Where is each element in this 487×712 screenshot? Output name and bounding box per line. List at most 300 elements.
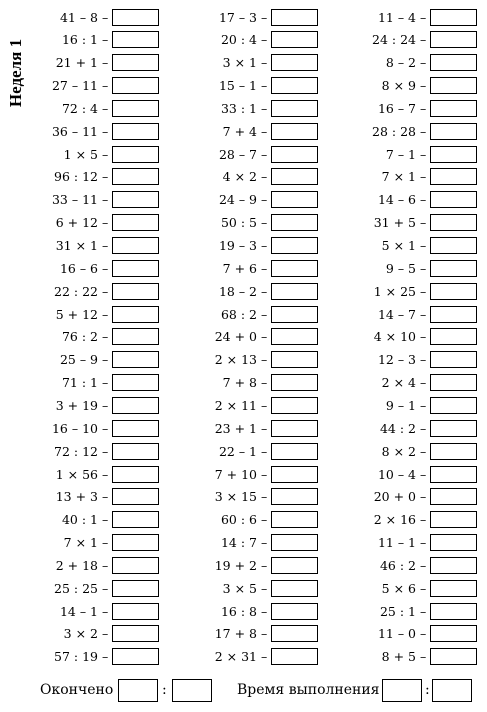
exercise-expression: 36 – 11 xyxy=(51,123,98,139)
exercise-dash: – xyxy=(102,352,109,368)
exercise-dash: – xyxy=(261,78,268,94)
exercise-row xyxy=(6,144,159,164)
time-colon: : xyxy=(425,682,430,698)
exercise-expression: 3 × 1 xyxy=(222,55,257,71)
exercise-expression: 8 × 2 xyxy=(381,443,416,459)
exercise-row xyxy=(165,624,318,644)
exercise-expression: 96 : 12 xyxy=(54,169,98,185)
exercise-dash: – xyxy=(420,557,427,573)
answer-box[interactable] xyxy=(430,351,477,368)
exercise-expression: 41 – 8 xyxy=(59,9,98,25)
exercise-row xyxy=(324,213,477,233)
answer-box[interactable] xyxy=(271,146,318,163)
answer-box[interactable] xyxy=(430,488,477,505)
exercise-expression: 71 : 1 xyxy=(61,375,98,391)
exercise-row xyxy=(165,510,318,530)
answer-box[interactable] xyxy=(430,328,477,345)
exercise-dash: – xyxy=(261,443,268,459)
answer-box[interactable] xyxy=(112,397,159,414)
exercise-dash: – xyxy=(102,123,109,139)
exercise-dash: – xyxy=(261,352,268,368)
answer-box[interactable] xyxy=(112,283,159,300)
exercise-dash: – xyxy=(420,466,427,482)
exercise-dash: – xyxy=(102,443,109,459)
exercise-dash: – xyxy=(420,420,427,436)
exercise-expression: 5 × 1 xyxy=(381,238,416,253)
exercise-row xyxy=(165,350,318,370)
answer-box[interactable] xyxy=(112,191,159,208)
answer-box[interactable] xyxy=(430,237,477,254)
exercise-row xyxy=(6,258,159,278)
answer-box[interactable] xyxy=(112,306,159,323)
exercise-dash: – xyxy=(420,78,427,94)
exercise-dash: – xyxy=(102,9,109,25)
answer-box[interactable] xyxy=(112,580,159,597)
answer-box[interactable] xyxy=(430,9,477,26)
answer-box[interactable] xyxy=(271,237,318,254)
exercise-row xyxy=(165,464,318,484)
exercise-expression: 8 – 2 xyxy=(385,55,416,71)
answer-box[interactable] xyxy=(271,420,318,437)
exercise-dash: – xyxy=(102,78,109,94)
exercise-row xyxy=(324,327,477,347)
exercise-expression: 7 + 6 xyxy=(222,260,257,276)
exercise-row xyxy=(6,464,159,484)
exercise-dash: – xyxy=(261,375,268,391)
answer-box[interactable] xyxy=(271,374,318,391)
exercise-dash: – xyxy=(420,352,427,368)
exercise-expression: 14 : 7 xyxy=(220,535,257,551)
exercise-expression: 46 : 2 xyxy=(379,557,416,573)
exercise-row xyxy=(324,7,477,27)
exercise-dash: – xyxy=(102,192,109,208)
time-minutes-box[interactable] xyxy=(382,679,422,702)
exercise-row xyxy=(6,53,159,73)
answer-box[interactable] xyxy=(430,306,477,323)
exercise-expression: 9 – 1 xyxy=(385,397,416,413)
exercise-dash: – xyxy=(420,192,427,208)
exercise-expression: 25 : 1 xyxy=(379,603,416,619)
exercise-expression: 2 × 11 xyxy=(214,397,257,413)
exercise-expression: 40 : 1 xyxy=(61,512,98,528)
exercise-expression: 2 × 31 xyxy=(214,649,257,665)
answer-box[interactable] xyxy=(112,77,159,94)
answer-box[interactable] xyxy=(430,283,477,300)
exercise-expression: 3 + 19 xyxy=(55,397,98,413)
exercise-dash: – xyxy=(420,535,427,551)
exercise-dash: – xyxy=(420,123,427,139)
exercise-dash: – xyxy=(420,146,427,162)
exercise-dash: – xyxy=(102,489,109,505)
answer-box[interactable] xyxy=(430,77,477,94)
exercise-dash: – xyxy=(420,55,427,71)
answer-box[interactable] xyxy=(271,168,318,185)
answer-box[interactable] xyxy=(430,534,477,551)
answer-box[interactable] xyxy=(271,466,318,483)
exercise-dash: – xyxy=(261,397,268,413)
answer-box[interactable] xyxy=(430,31,477,48)
week-label-text: Неделя 1 xyxy=(6,38,25,108)
exercise-expression: 2 × 4 xyxy=(381,375,416,391)
exercise-expression: 11 – 0 xyxy=(377,626,416,642)
answer-box[interactable] xyxy=(430,54,477,71)
exercise-expression: 28 : 28 xyxy=(372,123,416,139)
finished-seconds-box[interactable] xyxy=(172,679,212,702)
exercise-dash: – xyxy=(261,512,268,528)
exercise-row xyxy=(165,236,318,256)
answer-box[interactable] xyxy=(271,443,318,460)
exercise-expression: 57 : 19 xyxy=(54,649,98,665)
exercise-dash: – xyxy=(420,306,427,322)
exercise-expression: 24 + 0 xyxy=(214,329,257,345)
answer-box[interactable] xyxy=(112,328,159,345)
exercise-expression: 68 : 2 xyxy=(220,306,257,322)
answer-box[interactable] xyxy=(430,146,477,163)
exercise-row xyxy=(6,647,159,667)
exercise-expression: 15 – 1 xyxy=(218,78,257,94)
exercise-dash: – xyxy=(102,283,109,299)
exercise-expression: 4 × 10 xyxy=(373,329,416,345)
exercise-expression: 27 – 11 xyxy=(51,78,98,94)
answer-box[interactable] xyxy=(112,557,159,574)
answer-box[interactable] xyxy=(430,580,477,597)
exercise-expression: 25 – 9 xyxy=(59,352,98,368)
exercise-expression: 6 + 12 xyxy=(55,215,98,231)
answer-box[interactable] xyxy=(271,351,318,368)
exercise-expression: 7 + 8 xyxy=(222,375,257,391)
answer-box[interactable] xyxy=(112,260,159,277)
answer-box[interactable] xyxy=(271,328,318,345)
exercise-row xyxy=(324,144,477,164)
exercise-expression: 5 + 12 xyxy=(55,306,98,322)
answer-box[interactable] xyxy=(112,443,159,460)
exercise-dash: – xyxy=(420,489,427,505)
exercise-dash: – xyxy=(102,375,109,391)
answer-box[interactable] xyxy=(271,625,318,642)
answer-box[interactable] xyxy=(112,146,159,163)
answer-box[interactable] xyxy=(430,168,477,185)
exercise-row xyxy=(165,281,318,301)
answer-box[interactable] xyxy=(430,191,477,208)
answer-box[interactable] xyxy=(112,100,159,117)
exercise-expression: 11 – 1 xyxy=(377,535,416,551)
answer-box[interactable] xyxy=(271,488,318,505)
answer-box[interactable] xyxy=(430,397,477,414)
answer-box[interactable] xyxy=(112,123,159,140)
exercise-row xyxy=(6,167,159,187)
finished-label: Окончено xyxy=(40,682,114,698)
exercise-dash: – xyxy=(261,535,268,551)
answer-box[interactable] xyxy=(112,168,159,185)
answer-box[interactable] xyxy=(271,511,318,528)
exercise-dash: – xyxy=(420,260,427,276)
answer-box[interactable] xyxy=(271,397,318,414)
answer-box[interactable] xyxy=(112,214,159,231)
exercise-row xyxy=(324,373,477,393)
answer-box[interactable] xyxy=(430,100,477,117)
exercise-dash: – xyxy=(261,215,268,231)
exercise-expression: 16 – 7 xyxy=(377,100,416,116)
answer-box[interactable] xyxy=(271,9,318,26)
exercise-row xyxy=(165,647,318,667)
exercise-dash: – xyxy=(420,649,427,665)
answer-box[interactable] xyxy=(430,260,477,277)
exercise-expression: 4 × 2 xyxy=(222,169,257,185)
exercise-row xyxy=(324,121,477,141)
answer-box[interactable] xyxy=(430,603,477,620)
exercise-dash: – xyxy=(261,283,268,299)
answer-box[interactable] xyxy=(271,648,318,665)
exercise-expression: 12 – 3 xyxy=(377,352,416,368)
exercise-dash: – xyxy=(102,146,109,162)
exercise-row xyxy=(6,281,159,301)
finished-minutes-box[interactable] xyxy=(118,679,158,702)
exercise-row xyxy=(324,601,477,621)
exercise-expression: 16 – 6 xyxy=(59,260,98,276)
exercise-expression: 21 + 1 xyxy=(55,55,98,71)
answer-box[interactable] xyxy=(271,214,318,231)
exercise-dash: – xyxy=(261,32,268,48)
exercise-row xyxy=(6,190,159,210)
exercise-expression: 17 + 8 xyxy=(214,626,257,642)
exercise-row xyxy=(165,441,318,461)
exercise-row xyxy=(324,281,477,301)
exercise-dash: – xyxy=(102,100,109,116)
exercise-dash: – xyxy=(261,466,268,482)
exercise-expression: 14 – 7 xyxy=(377,306,416,322)
answer-box[interactable] xyxy=(430,557,477,574)
answer-box[interactable] xyxy=(271,31,318,48)
answer-box[interactable] xyxy=(271,191,318,208)
exercise-row xyxy=(6,578,159,598)
exercise-dash: – xyxy=(102,557,109,573)
exercise-dash: – xyxy=(420,283,427,299)
time-seconds-box[interactable] xyxy=(432,679,472,702)
exercise-row xyxy=(165,190,318,210)
answer-box[interactable] xyxy=(112,511,159,528)
exercise-dash: – xyxy=(420,215,427,231)
answer-box[interactable] xyxy=(271,283,318,300)
answer-box[interactable] xyxy=(271,123,318,140)
answer-box[interactable] xyxy=(112,31,159,48)
exercise-row xyxy=(165,53,318,73)
exercise-expression: 3 × 5 xyxy=(222,580,257,596)
time-label: Время выполнения xyxy=(237,682,380,698)
exercise-expression: 60 : 6 xyxy=(220,512,257,528)
answer-box[interactable] xyxy=(112,648,159,665)
exercise-row xyxy=(324,418,477,438)
exercise-expression: 16 : 8 xyxy=(220,603,257,619)
exercise-row xyxy=(165,395,318,415)
answer-box[interactable] xyxy=(430,443,477,460)
exercise-row xyxy=(6,121,159,141)
exercise-expression: 23 + 1 xyxy=(214,420,257,436)
exercise-row xyxy=(324,395,477,415)
exercise-dash: – xyxy=(261,580,268,596)
exercise-dash: – xyxy=(102,55,109,71)
exercise-dash: – xyxy=(420,169,427,185)
answer-box[interactable] xyxy=(430,648,477,665)
answer-box[interactable] xyxy=(430,123,477,140)
exercise-row xyxy=(324,487,477,507)
exercise-row xyxy=(324,441,477,461)
exercise-row xyxy=(165,167,318,187)
exercise-expression: 20 : 4 xyxy=(220,32,257,48)
answer-box[interactable] xyxy=(271,557,318,574)
answer-box[interactable] xyxy=(112,534,159,551)
exercise-row xyxy=(324,464,477,484)
exercise-row xyxy=(324,98,477,118)
answer-box[interactable] xyxy=(112,625,159,642)
exercise-row xyxy=(165,555,318,575)
answer-box[interactable] xyxy=(271,77,318,94)
exercise-dash: – xyxy=(261,626,268,642)
exercise-row xyxy=(324,53,477,73)
exercise-dash: – xyxy=(420,375,427,391)
exercise-expression: 31 + 5 xyxy=(373,215,416,231)
exercise-dash: – xyxy=(261,603,268,619)
answer-box[interactable] xyxy=(430,214,477,231)
exercise-expression: 8 + 5 xyxy=(381,649,416,665)
exercise-dash: – xyxy=(102,535,109,551)
exercise-row xyxy=(324,350,477,370)
exercise-row xyxy=(6,395,159,415)
answer-box[interactable] xyxy=(112,374,159,391)
exercise-dash: – xyxy=(261,649,268,665)
exercise-expression: 7 + 4 xyxy=(222,123,257,139)
exercise-expression: 3 × 15 xyxy=(214,489,257,505)
exercise-dash: – xyxy=(102,466,109,482)
exercise-dash: – xyxy=(420,238,427,253)
exercise-row xyxy=(6,624,159,644)
exercise-expression: 3 × 2 xyxy=(63,626,98,642)
exercise-row xyxy=(6,236,159,256)
exercise-row xyxy=(165,373,318,393)
answer-box[interactable] xyxy=(271,580,318,597)
exercise-dash: – xyxy=(261,329,268,345)
answer-box[interactable] xyxy=(271,534,318,551)
exercise-expression: 33 : 1 xyxy=(220,100,257,116)
exercise-dash: – xyxy=(261,100,268,116)
exercise-row xyxy=(165,258,318,278)
answer-box[interactable] xyxy=(271,54,318,71)
exercise-expression: 7 × 1 xyxy=(381,169,416,185)
footer xyxy=(0,679,487,705)
exercise-dash: – xyxy=(261,169,268,185)
exercise-dash: – xyxy=(261,238,268,253)
exercise-row xyxy=(324,258,477,278)
exercise-row xyxy=(324,624,477,644)
exercise-dash: – xyxy=(102,626,109,642)
exercise-row xyxy=(165,121,318,141)
exercise-expression: 31 × 1 xyxy=(55,238,98,253)
exercise-dash: – xyxy=(102,512,109,528)
answer-box[interactable] xyxy=(430,625,477,642)
exercise-row xyxy=(6,327,159,347)
answer-box[interactable] xyxy=(271,100,318,117)
exercise-expression: 33 – 11 xyxy=(51,192,98,208)
exercise-dash: – xyxy=(420,580,427,596)
exercise-dash: – xyxy=(102,420,109,436)
answer-box[interactable] xyxy=(271,306,318,323)
exercise-dash: – xyxy=(261,55,268,71)
exercise-expression: 72 : 4 xyxy=(61,100,98,116)
answer-box[interactable] xyxy=(430,466,477,483)
answer-box[interactable] xyxy=(430,374,477,391)
exercise-row xyxy=(6,7,159,27)
exercise-dash: – xyxy=(102,329,109,345)
exercise-row xyxy=(165,98,318,118)
answer-box[interactable] xyxy=(112,420,159,437)
exercise-expression: 50 : 5 xyxy=(220,215,257,231)
exercise-dash: – xyxy=(261,123,268,139)
answer-box[interactable] xyxy=(112,466,159,483)
exercise-row xyxy=(324,647,477,667)
exercise-dash: – xyxy=(102,603,109,619)
exercise-row xyxy=(6,418,159,438)
exercise-dash: – xyxy=(102,169,109,185)
answer-box[interactable] xyxy=(271,260,318,277)
exercise-row xyxy=(6,30,159,50)
exercise-row xyxy=(165,533,318,553)
exercise-expression: 25 : 25 xyxy=(54,580,98,596)
answer-box[interactable] xyxy=(112,488,159,505)
exercise-expression: 7 + 10 xyxy=(214,466,257,482)
exercise-expression: 7 × 1 xyxy=(63,535,98,551)
answer-box[interactable] xyxy=(112,351,159,368)
answer-box[interactable] xyxy=(430,511,477,528)
exercise-dash: – xyxy=(261,489,268,505)
exercise-dash: – xyxy=(102,306,109,322)
exercise-expression: 8 × 9 xyxy=(381,78,416,94)
exercise-dash: – xyxy=(261,557,268,573)
exercise-expression: 20 + 0 xyxy=(373,489,416,505)
exercise-dash: – xyxy=(102,215,109,231)
exercise-row xyxy=(165,418,318,438)
answer-box[interactable] xyxy=(430,420,477,437)
exercise-dash: – xyxy=(261,420,268,436)
exercise-expression: 72 : 12 xyxy=(54,443,98,459)
answer-box[interactable] xyxy=(271,603,318,620)
exercise-expression: 2 × 16 xyxy=(373,512,416,528)
answer-box[interactable] xyxy=(112,9,159,26)
exercise-row xyxy=(324,30,477,50)
exercise-expression: 16 : 1 xyxy=(61,32,98,48)
exercise-expression: 9 – 5 xyxy=(385,260,416,276)
exercise-expression: 28 – 7 xyxy=(218,146,257,162)
exercise-dash: – xyxy=(261,9,268,25)
exercise-dash: – xyxy=(420,9,427,25)
exercise-row xyxy=(324,555,477,575)
exercise-row xyxy=(324,304,477,324)
exercise-dash: – xyxy=(102,397,109,413)
exercise-expression: 1 × 56 xyxy=(55,466,98,482)
exercise-dash: – xyxy=(420,397,427,413)
exercise-dash: – xyxy=(261,306,268,322)
answer-box[interactable] xyxy=(112,237,159,254)
exercise-row xyxy=(165,30,318,50)
exercise-expression: 22 – 1 xyxy=(218,443,257,459)
exercise-row xyxy=(324,533,477,553)
exercise-row xyxy=(6,213,159,233)
exercise-expression: 24 – 9 xyxy=(218,192,257,208)
exercise-expression: 19 – 3 xyxy=(218,238,257,253)
answer-box[interactable] xyxy=(112,54,159,71)
answer-box[interactable] xyxy=(112,603,159,620)
exercise-expression: 1 × 25 xyxy=(373,283,416,299)
exercise-expression: 22 : 22 xyxy=(54,283,98,299)
exercise-row xyxy=(324,76,477,96)
